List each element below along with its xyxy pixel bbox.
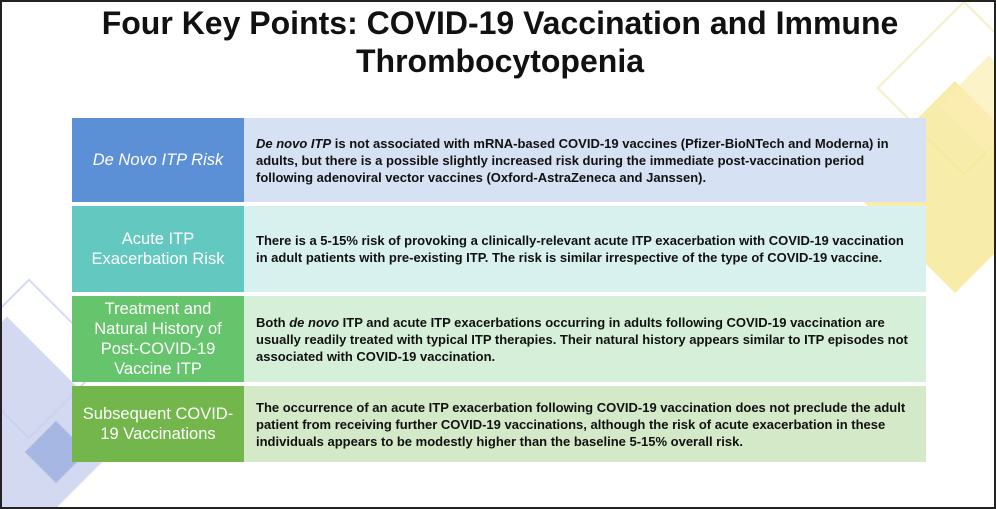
row-label-de-novo-itp-risk: De Novo ITP Risk — [72, 118, 244, 202]
key-point-row — [72, 206, 926, 292]
row-label-subsequent-vaccinations: Subsequent COVID-19 Vaccinations — [72, 386, 244, 462]
row-text-subsequent-vaccinations — [244, 386, 926, 462]
key-point-row — [72, 118, 926, 202]
text-rest: is not associated with mRNA-based COVID-19 vaccines (Pfizer-BioNTech and Moderna) in adults, but there is a possible slightly increased risk during the immediate post-vaccination period following adenoviral vector vaccines (Oxford-AstraZeneca and Janssen). — [256, 135, 889, 185]
text-after: ITP and acute ITP exacerbations occurring in adults following COVID-19 vaccination are usually readily treated with typical ITP therapies. Their natural history appears similar to ITP episodes not associated with COVID-19 vaccination. — [256, 314, 908, 364]
row-text-acute-itp-exacerbation-risk — [244, 206, 926, 292]
row-label-treatment-natural-history: Treatment and Natural History of Post-COVID-19 Vaccine ITP — [72, 296, 244, 382]
text: There is a 5-15% risk of provoking a clinically-relevant acute ITP exacerbation with COVID-19 vaccination in adult patients with pre-existing ITP. The risk is similar irrespective of the type of COVID-19 vaccine. — [256, 233, 904, 265]
text-before: Both — [256, 314, 290, 330]
key-point-row — [72, 296, 926, 382]
key-points-table — [72, 118, 926, 466]
row-text-treatment-natural-history — [244, 296, 926, 382]
row-text-de-novo-itp-risk — [244, 118, 926, 202]
slide-title: Four Key Points: COVID-19 Vaccination and Immune Thrombocytopenia — [101, 5, 899, 79]
italic-lead: De novo ITP — [256, 135, 332, 151]
row-label-acute-itp-exacerbation-risk: Acute ITP Exacerbation Risk — [72, 206, 244, 292]
italic-term: de novo — [289, 314, 340, 330]
text: The occurrence of an acute ITP exacerbation following COVID-19 vaccination does not preclude the adult patient from receiving further COVID-19 vaccinations, although the risk of acute exacerbation in these individuals appears to be modestly higher than the baseline 5-15% overall risk. — [256, 399, 906, 449]
key-point-row — [72, 386, 926, 462]
